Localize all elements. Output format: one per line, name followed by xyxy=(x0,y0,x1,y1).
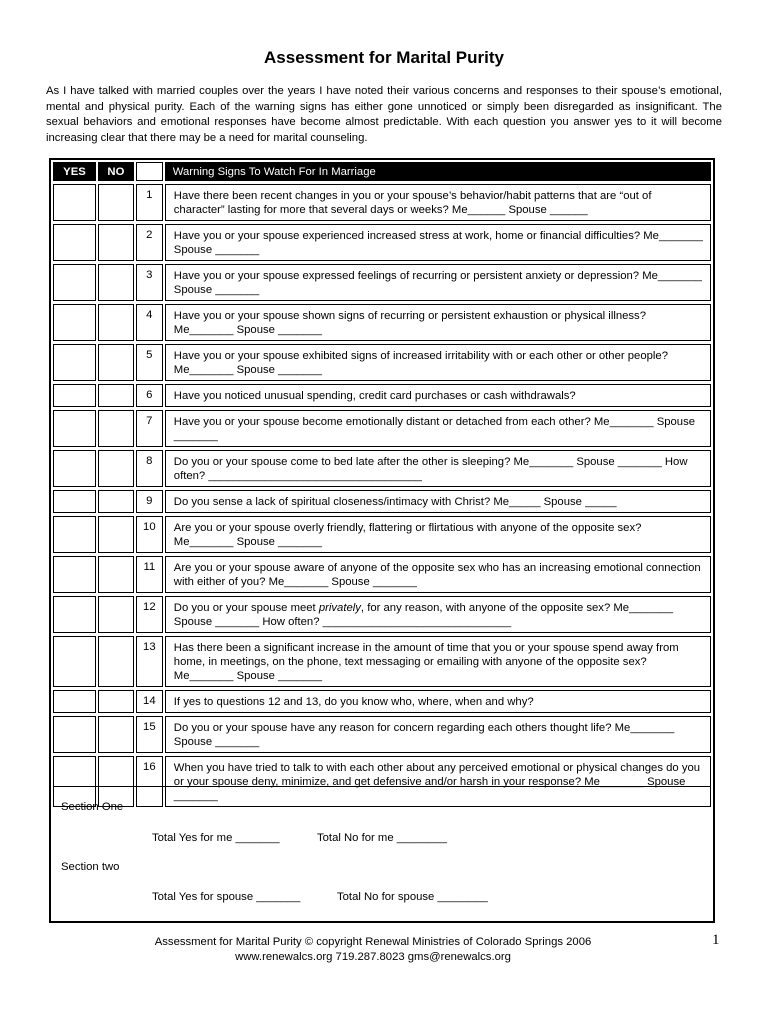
section-one-label: Section One xyxy=(61,801,124,813)
no-checkbox[interactable] xyxy=(98,556,134,593)
question-text-part: , for any reason, with anyone of the opposite sex? Me_______ Spouse _______ How often? ______________________________ xyxy=(173,602,674,628)
no-checkbox[interactable] xyxy=(98,184,134,221)
intro-paragraph: As I have talked with married couples over the years I have noted their various concerns and responses to their spouse’s emotional, mental and physical purity. Each of the warning signs has either gone unnoticed or simply been disregarded as insignificant. The sexual behaviors and emotional responses have become almost predictable. With each question you answer yes to it will become increasing clear that there may be a need for marital counseling. xyxy=(46,85,722,144)
question-cell xyxy=(165,410,711,447)
table-row xyxy=(53,304,711,341)
no-checkbox[interactable] xyxy=(98,410,134,447)
no-checkbox[interactable] xyxy=(98,264,134,301)
question-number: 16 xyxy=(136,756,163,807)
no-checkbox[interactable] xyxy=(98,716,134,753)
table-row xyxy=(53,224,711,261)
yes-checkbox[interactable] xyxy=(53,304,96,341)
question-number: 7 xyxy=(136,410,163,447)
question-text: Are you or your spouse overly friendly, flattering or flirtatious with anyone of the opposite sex? Me_______ Spouse _______ xyxy=(173,522,642,548)
question-text: Have you noticed unusual spending, credit card purchases or cash withdrawals? xyxy=(173,390,576,402)
yes-checkbox[interactable] xyxy=(53,690,96,713)
question-number: 4 xyxy=(136,304,163,341)
question-text-part: Do you or your spouse meet xyxy=(173,602,319,614)
question-cell xyxy=(165,556,711,593)
question-cell xyxy=(165,690,711,713)
question-number: 3 xyxy=(136,264,163,301)
question-cell xyxy=(165,516,711,553)
question-number: 13 xyxy=(136,636,163,687)
question-text: Do you or your spouse come to bed late after the other is sleeping? Me_______ Spouse _______ How often? __________________________________ xyxy=(173,456,688,482)
question-number: 2 xyxy=(136,224,163,261)
yes-checkbox[interactable] xyxy=(53,384,96,407)
yes-checkbox[interactable] xyxy=(53,556,96,593)
question-text: Have there been recent changes in you or your spouse’s behavior/habit patterns that are “out of character” lasting for more that several days or weeks? Me______ Spouse ______ xyxy=(173,190,652,216)
footer-copyright: Assessment for Marital Purity © copyright Renewal Ministries of Colorado Springs 2006 xyxy=(154,936,592,948)
question-number: 10 xyxy=(136,516,163,553)
footer xyxy=(0,935,746,965)
warning-signs-header: Warning Signs To Watch For In Marriage xyxy=(165,162,711,181)
no-checkbox[interactable] xyxy=(98,384,134,407)
question-text: Have you or your spouse exhibited signs of increased irritability with or each other or other people? Me_______ Spouse _______ xyxy=(173,350,668,376)
question-text-emphasis: privately xyxy=(318,602,361,614)
no-checkbox[interactable] xyxy=(98,224,134,261)
table-row xyxy=(53,716,711,753)
table-row xyxy=(53,490,711,513)
question-cell xyxy=(165,636,711,687)
section-two-label: Section two xyxy=(61,861,120,873)
question-cell xyxy=(165,264,711,301)
no-header: NO xyxy=(98,162,134,181)
no-checkbox[interactable] xyxy=(98,450,134,487)
question-text: When you have tried to talk to with each other about any perceived emotional or physical changes do you or your spouse deny, minimize, and get defensive and/or harsh in your response? Me_______ Spouse _______ xyxy=(173,762,701,802)
question-number: 11 xyxy=(136,556,163,593)
footer-contact: www.renewalcs.org 719.287.8023 gms@renewalcs.org xyxy=(235,951,511,963)
table-row xyxy=(53,636,711,687)
yes-checkbox[interactable] xyxy=(53,224,96,261)
question-text: Do you sense a lack of spiritual closeness/intimacy with Christ? Me_____ Spouse _____ xyxy=(173,496,617,508)
yes-checkbox[interactable] xyxy=(53,516,96,553)
question-number: 5 xyxy=(136,344,163,381)
question-text: Has there been a significant increase in the amount of time that you or your spouse spend away from home, in meetings, on the phone, text messaging or emailing with anyone of the opposite sex? Me_______ Spouse _______ xyxy=(173,642,679,682)
page-title: Assessment for Marital Purity xyxy=(264,48,504,67)
no-checkbox[interactable] xyxy=(98,490,134,513)
table-row xyxy=(53,556,711,593)
question-number: 15 xyxy=(136,716,163,753)
question-cell xyxy=(165,224,711,261)
table-row xyxy=(53,410,711,447)
table-row xyxy=(53,516,711,553)
question-number: 6 xyxy=(136,384,163,407)
yes-checkbox[interactable] xyxy=(53,344,96,381)
total-no-me-field[interactable]: Total No for me ________ xyxy=(317,832,447,844)
question-cell xyxy=(165,304,711,341)
yes-checkbox[interactable] xyxy=(53,490,96,513)
table-row xyxy=(53,690,711,713)
question-cell xyxy=(165,384,711,407)
yes-checkbox[interactable] xyxy=(53,716,96,753)
question-text: Have you or your spouse experienced increased stress at work, home or financial difficulties? Me_______ Spouse _______ xyxy=(173,230,703,256)
question-cell xyxy=(165,596,711,633)
table-header-row xyxy=(53,162,711,181)
question-number: 8 xyxy=(136,450,163,487)
total-yes-me-field[interactable]: Total Yes for me _______ xyxy=(152,832,280,844)
question-number: 12 xyxy=(136,596,163,633)
no-checkbox[interactable] xyxy=(98,690,134,713)
totals-section xyxy=(53,786,711,921)
question-cell xyxy=(165,184,711,221)
question-cell xyxy=(165,450,711,487)
yes-checkbox[interactable] xyxy=(53,450,96,487)
table-row xyxy=(53,450,711,487)
yes-checkbox[interactable] xyxy=(53,264,96,301)
table-row xyxy=(53,384,711,407)
question-number: 1 xyxy=(136,184,163,221)
table-row xyxy=(53,596,711,633)
no-checkbox[interactable] xyxy=(98,596,134,633)
yes-checkbox[interactable] xyxy=(53,184,96,221)
page-number: 1 xyxy=(712,932,720,948)
table-row xyxy=(53,184,711,221)
question-cell xyxy=(165,716,711,753)
question-text: Are you or your spouse aware of anyone of the opposite sex who has an increasing emotional connection with either of you? Me_______ Spouse _______ xyxy=(173,562,701,588)
question-text: Do you or your spouse have any reason for concern regarding each others thought life? Me_______ Spouse _______ xyxy=(173,722,675,748)
no-checkbox[interactable] xyxy=(98,304,134,341)
no-checkbox[interactable] xyxy=(98,344,134,381)
no-checkbox[interactable] xyxy=(98,516,134,553)
question-number: 9 xyxy=(136,490,163,513)
question-cell xyxy=(165,344,711,381)
total-no-spouse-field[interactable]: Total No for spouse ________ xyxy=(337,891,488,903)
question-text: Have you or your spouse expressed feelings of recurring or persistent anxiety or depression? Me_______ Spouse _______ xyxy=(173,270,702,296)
table-body xyxy=(53,181,711,807)
question-text: If yes to questions 12 and 13, do you know who, where, when and why? xyxy=(173,696,534,708)
yes-checkbox[interactable] xyxy=(53,410,96,447)
total-yes-spouse-field[interactable]: Total Yes for spouse _______ xyxy=(152,891,301,903)
question-text: Have you or your spouse shown signs of recurring or persistent exhaustion or physical illness? Me_______ Spouse _______ xyxy=(173,310,646,336)
question-cell xyxy=(165,490,711,513)
table-row xyxy=(53,344,711,381)
number-header xyxy=(136,162,163,181)
yes-checkbox[interactable] xyxy=(53,596,96,633)
yes-checkbox[interactable] xyxy=(53,636,96,687)
warning-signs-table xyxy=(53,162,711,807)
table-row xyxy=(53,264,711,301)
question-number: 14 xyxy=(136,690,163,713)
no-checkbox[interactable] xyxy=(98,636,134,687)
question-text: Have you or your spouse become emotionally distant or detached from each other? Me_______ Spouse _______ xyxy=(173,416,696,442)
yes-header: YES xyxy=(53,162,96,181)
